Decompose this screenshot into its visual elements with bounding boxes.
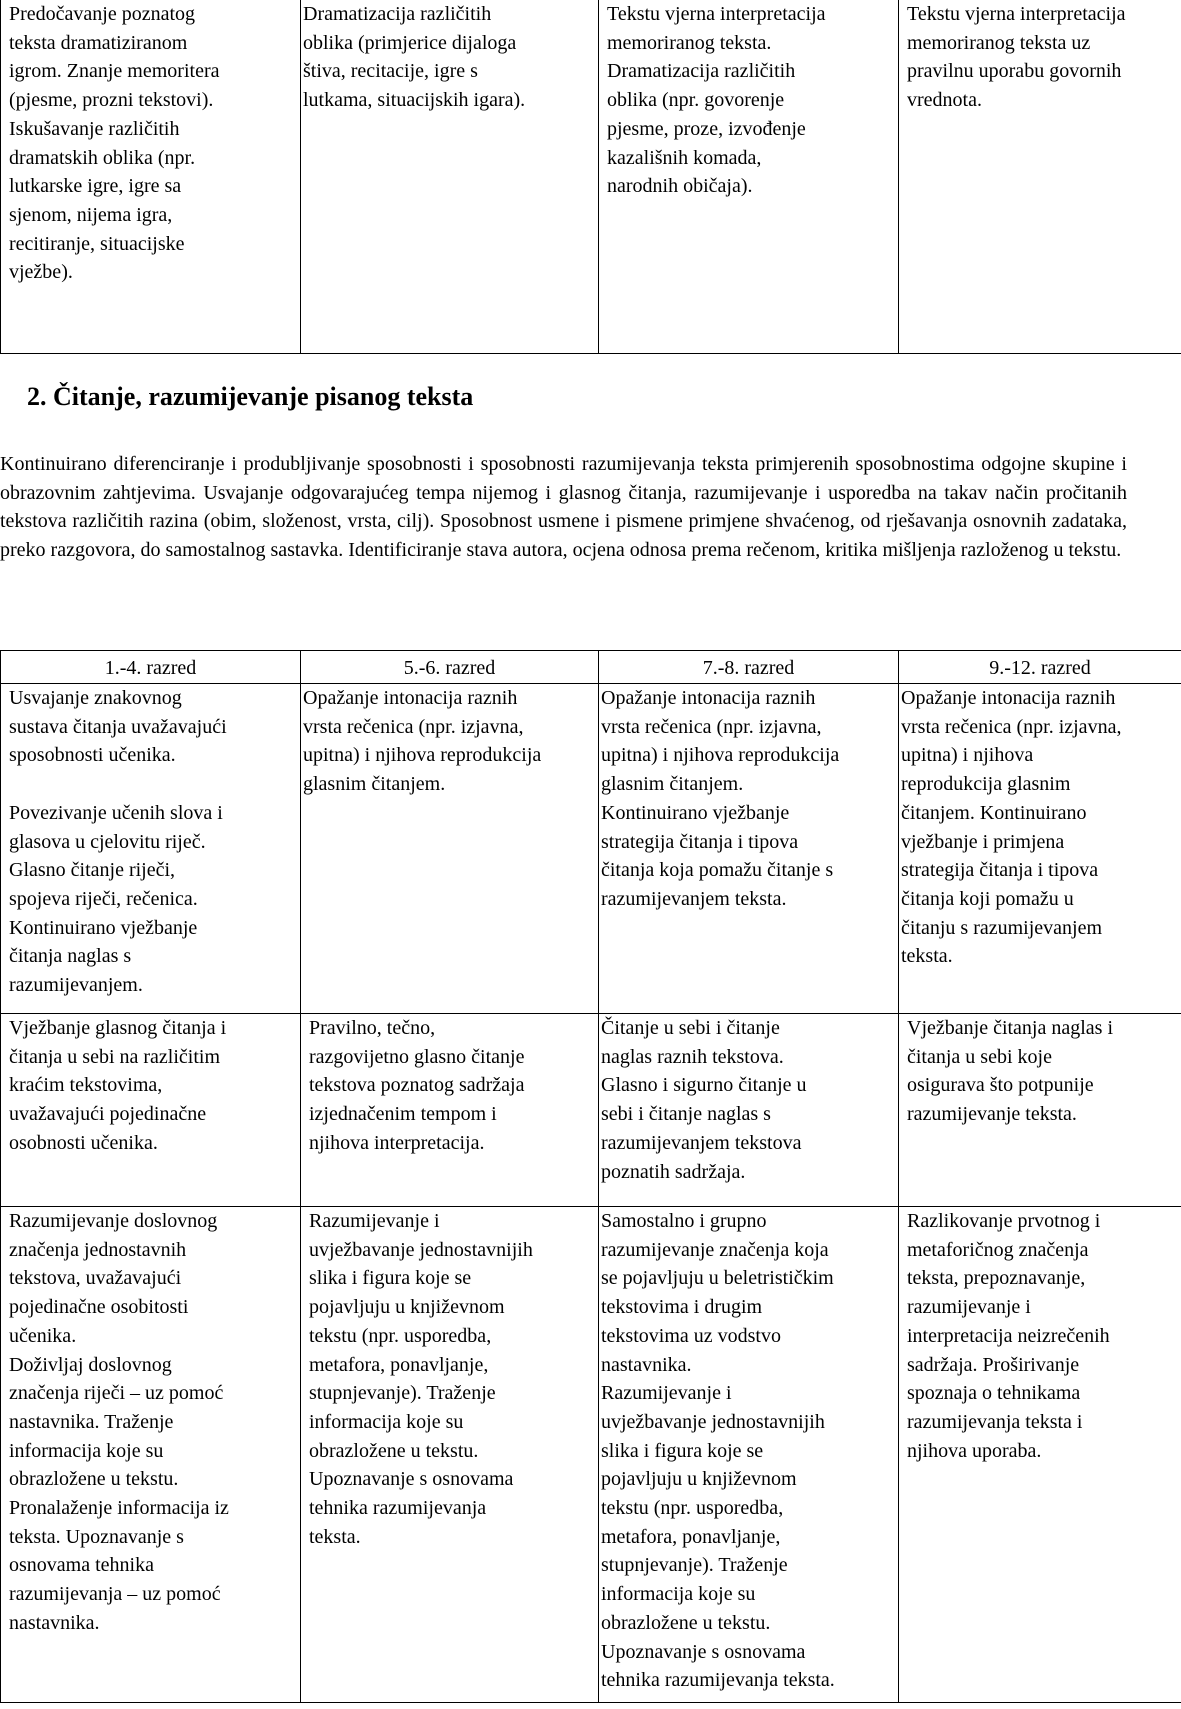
table-row — [1, 1014, 1181, 1207]
table-cell-grade-7-8: Čitanje u sebi i čitanje naglas raznih tekstova. Glasno i sigurno čitanje u sebi i čitanje naglas s razumijevanjem tekstova poznatih sadržaja. — [599, 1014, 899, 1207]
table-cell-grade-5-6: Razumijevanje i uvježbavanje jednostavnijih slika i figura koje se pojavljuju u književnom tekstu (npr. usporedba, metafora, ponavljanje, stupnjevanje). Traženje informacija koje su obrazložene u tekstu. Upoznavanje s osnovama tehnika razumijevanja teksta. — [301, 1207, 599, 1703]
section-intro: Kontinuirano diferenciranje i produbljivanje sposobnosti i sposobnosti razumijevanja teksta primjerenih sposobnostima odgojne skupine i obrazovnim zahtjevima. Usvajanje odgovarajućeg tempa nijemog i glasnog čitanja, razumijevanje i usporedba na takav način pročitanih tekstova različitih razina (obim, složenost, vrsta, cilj). Sposobnost usmene i pismene primjene shvaćenog, od rješavanja osnovnih zadataka, preko razgovora, do samostalnog sastavka. Identificiranje stava autora, ocjena odnosa prema rečenom, kritika mišljenja razloženog u tekstu. — [0, 453, 1127, 562]
table-cell-grade-7-8: Tekstu vjerna interpretacija memoriranog teksta. Dramatizacija različitih oblika (npr. govorenje pjesme, proze, izvođenje kazališnih komada, narodnih običaja). — [599, 0, 899, 353]
table-cell-grade-1-4: Vježbanje glasnog čitanja i čitanja u sebi na različitim kraćim tekstovima, uvažavajući pojedinačne osobnosti učenika. — [1, 1014, 301, 1207]
table-cell-grade-9-12: Opažanje intonacija raznih vrsta rečenica (npr. izjavna, upitna) i njihova reprodukcija glasnim čitanjem. Kontinuirano vježbanje i primjena strategija čitanja i tipova čitanja koji pomažu u čitanju s razumijevanjem teksta. — [899, 684, 1181, 1014]
column-header-grade-1-4: 1.-4. razred — [1, 651, 301, 684]
table-cell-grade-9-12: Tekstu vjerna interpretacija memoriranog teksta uz pravilnu uporabu govornih vrednota. — [899, 0, 1181, 353]
table-cell-grade-1-4: Razumijevanje doslovnog značenja jednostavnih tekstova, uvažavajući pojedinačne osobitosti učenika. Doživljaj doslovnog značenja riječi – uz pomoć nastavnika. Traženje informacija koje su obrazložene u tekstu. Pronalaženje informacija iz teksta. Upoznavanje s osnovama tehnika razumijevanja – uz pomoć nastavnika. — [1, 1207, 301, 1703]
table-cell-grade-1-4: Usvajanje znakovnog sustava čitanja uvažavajući sposobnosti učenika. Povezivanje učenih slova i glasova u cjelovitu riječ. Glasno čitanje riječi, spojeva riječi, rečenica. Kontinuirano vježbanje čitanja naglas s razumijevanjem. — [1, 684, 301, 1014]
reading-comprehension-table — [0, 650, 1181, 1703]
table-cell-grade-9-12: Razlikovanje prvotnog i metaforičnog značenja teksta, prepoznavanje, razumijevanje i interpretacija neizrečenih sadržaja. Proširivanje spoznaja o tehnikama razumijevanja teksta i njihova uporaba. — [899, 1207, 1181, 1703]
column-header-grade-5-6: 5.-6. razred — [301, 651, 599, 684]
activities-table-continued — [0, 0, 1181, 354]
table-row — [1, 0, 1181, 353]
table-cell-grade-5-6: Dramatizacija različitih oblika (primjerice dijaloga štiva, recitacije, igre s lutkama, situacijskih igara). — [301, 0, 599, 353]
table-cell-grade-7-8: Opažanje intonacija raznih vrsta rečenica (npr. izjavna, upitna) i njihova reprodukcija glasnim čitanjem. Kontinuirano vježbanje strategija čitanja i tipova čitanja koja pomažu čitanje s razumijevanjem teksta. — [599, 684, 899, 1014]
table-cell-grade-7-8: Samostalno i grupno razumijevanje značenja koja se pojavljuju u beletrističkim tekstovima i drugim tekstovima uz vodstvo nastavnika. Razumijevanje i uvježbavanje jednostavnijih slika i figura koje se pojavljuju u književnom tekstu (npr. usporedba, metafora, ponavljanje, stupnjevanje). Traženje informacija koje su obrazložene u tekstu. Upoznavanje s osnovama tehnika razumijevanja teksta. — [599, 1207, 899, 1703]
table-cell-grade-5-6: Opažanje intonacija raznih vrsta rečenica (npr. izjavna, upitna) i njihova reprodukcija glasnim čitanjem. — [301, 684, 599, 1014]
section-heading: 2. Čitanje, razumijevanje pisanog teksta — [27, 382, 474, 411]
column-header-grade-7-8: 7.-8. razred — [599, 651, 899, 684]
column-header-grade-9-12: 9.-12. razred — [899, 651, 1181, 684]
table-row — [1, 684, 1181, 1014]
table-header-row — [1, 651, 1181, 684]
table-row — [1, 1207, 1181, 1703]
table-cell-grade-5-6: Pravilno, tečno, razgovijetno glasno čitanje tekstova poznatog sadržaja izjednačenim tempom i njihova interpretacija. — [301, 1014, 599, 1207]
table-cell-grade-9-12: Vježbanje čitanja naglas i čitanja u sebi koje osigurava što potpunije razumijevanje teksta. — [899, 1014, 1181, 1207]
table-cell-grade-1-4: Predočavanje poznatog teksta dramatiziranom igrom. Znanje memoritera (pjesme, prozni tekstovi). Iskušavanje različitih dramatskih oblika (npr. lutkarske igre, igre sa sjenom, nijema igra, recitiranje, situacijske vježbe). — [1, 0, 301, 353]
